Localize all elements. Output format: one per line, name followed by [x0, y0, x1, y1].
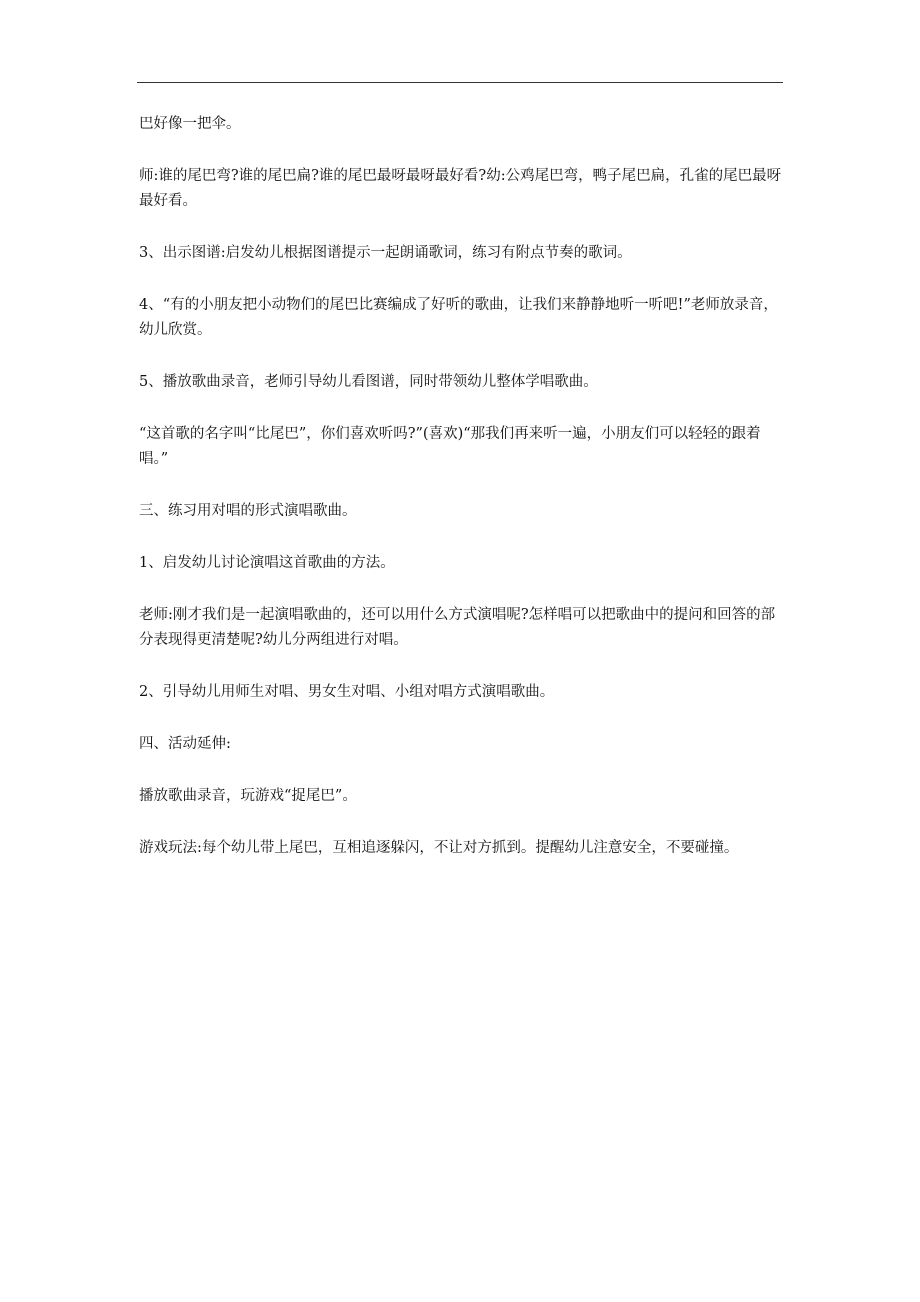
paragraph: 1、启发幼儿讨论演唱这首歌曲的方法。	[139, 555, 395, 571]
section-heading: 三、练习用对唱的形式演唱歌曲。	[139, 503, 357, 519]
paragraph: “这首歌的名字叫“比尾巴”，你们喜欢听吗?”(喜欢)“那我们再来听一遍，小朋友们可以轻轻的跟着唱。”	[139, 426, 761, 467]
paragraph: 2、引导幼儿用师生对唱、男女生对唱、小组对唱方式演唱歌曲。	[139, 684, 555, 700]
header-rule	[137, 82, 783, 83]
paragraph: 4、“有的小朋友把小动物们的尾巴比赛编成了好听的歌曲，让我们来静静地听一听吧!”老师放录音，幼儿欣赏。	[139, 297, 778, 338]
paragraph: 3、出示图谱:启发幼儿根据图谱提示一起朗诵歌词，练习有附点节奏的歌词。	[139, 245, 632, 261]
document-body	[139, 112, 785, 888]
paragraph: 老师:刚才我们是一起演唱歌曲的，还可以用什么方式演唱呢?怎样唱可以把歌曲中的提问和回答的部分表现得更清楚呢?幼儿分两组进行对唱。	[139, 607, 776, 648]
section-heading: 四、活动延伸:	[139, 736, 231, 752]
paragraph: 游戏玩法:每个幼儿带上尾巴，互相追逐躲闪，不让对方抓到。提醒幼儿注意安全，不要碰撞。	[139, 840, 739, 856]
paragraph: 巴好像一把伞。	[139, 116, 241, 132]
paragraph: 5、播放歌曲录音，老师引导幼儿看图谱，同时带领幼儿整体学唱歌曲。	[139, 374, 598, 390]
paragraph: 师:谁的尾巴弯?谁的尾巴扁?谁的尾巴最呀最呀最好看?幼:公鸡尾巴弯，鸭子尾巴扁，孔雀的尾巴最呀最好看。	[139, 168, 782, 209]
paragraph: 播放歌曲录音，玩游戏“捉尾巴”。	[139, 788, 357, 804]
